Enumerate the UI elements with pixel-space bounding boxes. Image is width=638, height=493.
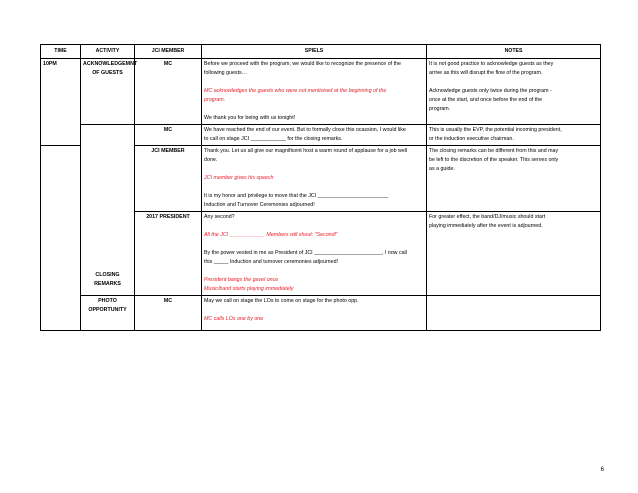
spiels-cell (202, 146, 427, 212)
note-line: This is usually the EVP, the potential incoming president, (429, 127, 562, 133)
spiel-direction: Music/band starts playing immediately (204, 286, 294, 292)
member-cell: JCI MEMBER (135, 146, 202, 212)
spiel-line: It is my honor and privilege to move that the JCI ________________________ (204, 193, 389, 199)
spiel-direction: program. (204, 97, 226, 103)
note-line: once at the start, and once before the end of the (429, 97, 543, 103)
note-line: Acknowledge guests only twice during the program - (429, 88, 552, 94)
spiel-line: Induction and Turnover Ceremonies adjourned! (204, 202, 315, 208)
note-line: The closing remarks can be different from this and may (429, 148, 559, 154)
spiel-line: following guests… (204, 70, 247, 76)
note-line: program. (429, 106, 451, 112)
spiels-cell (202, 296, 427, 331)
activity-cell: PHOTO OPPORTUNITY (81, 296, 135, 331)
note-line: as a guide. (429, 166, 455, 172)
spiel-line: this _____ Induction and turnover ceremonies adjourned! (204, 259, 338, 265)
header-time: TIME (41, 45, 81, 59)
spiel-line: By the power vested in me as President of JCI _______________________, I now call (204, 250, 407, 256)
spiel-direction: JCI member gives his speech (204, 175, 274, 181)
spiels-cell (202, 59, 427, 125)
spiel-line: Thank you. Let us all give our magnificent host a warm round of applause for a job well (204, 148, 408, 154)
spiel-line: to call on stage JCI ____________ for the closing remarks. (204, 136, 343, 142)
spiels-cell (202, 125, 427, 146)
header-notes: NOTES (427, 45, 601, 59)
spiel-direction: MC calls LOs one by one (204, 316, 264, 322)
note-line: or the induction executive chairman. (429, 136, 514, 142)
member-cell: MC (135, 125, 202, 146)
spiels-cell (202, 212, 427, 296)
table-row (41, 59, 601, 125)
page-number: 6 (600, 467, 604, 473)
time-cell: 10PM (41, 59, 81, 146)
table-row (41, 125, 601, 146)
spiel-line: Before we proceed with the program, we would like to recognize the presence of the (204, 61, 401, 67)
note-line: It is not good practice to acknowledge guests as they (429, 61, 554, 67)
header-jci-member: JCI MEMBER (135, 45, 202, 59)
activity-cell: ACKNOWLEDGEMNT OF GUESTS (81, 59, 135, 125)
note-line: playing immediately after the event is adjourned. (429, 223, 543, 229)
notes-cell (427, 125, 601, 146)
header-row (41, 45, 601, 59)
spiel-direction: MC acknowledges the guests who were not mentioned at the beginning of the (204, 88, 387, 94)
program-table (40, 44, 601, 331)
note-line: For greater effect, the band/DJ/music should start (429, 214, 546, 220)
member-cell: 2017 PRESIDENT (135, 212, 202, 296)
table-row (41, 296, 601, 331)
member-cell: MC (135, 296, 202, 331)
spiel-line: May we call on stage the LOs to come on stage for the photo opp. (204, 298, 359, 304)
time-cell (41, 146, 81, 331)
note-line: arrive as this will disrupt the flow of the program. (429, 70, 543, 76)
spiel-line: We thank you for being with us tonight! (204, 115, 296, 121)
header-activity: ACTIVITY (81, 45, 135, 59)
activity-cell: CLOSING REMARKS (81, 125, 135, 296)
notes-cell (427, 212, 601, 296)
note-line: be left to the discretion of the speaker. This serves only (429, 157, 559, 163)
spiel-direction: President bangs the gavel once (204, 277, 279, 283)
notes-cell (427, 59, 601, 125)
notes-cell (427, 296, 601, 331)
header-spiels: SPIELS (202, 45, 427, 59)
spiel-line: done. (204, 157, 218, 163)
spiel-line: Any second? (204, 214, 235, 220)
spiel-direction: All the JCI ____________ Members will shout: "Second!" (204, 232, 338, 238)
member-cell: MC (135, 59, 202, 125)
notes-cell (427, 146, 601, 212)
spiel-line: We have reached the end of our event. But to formally close this ocassion, I would like (204, 127, 406, 133)
